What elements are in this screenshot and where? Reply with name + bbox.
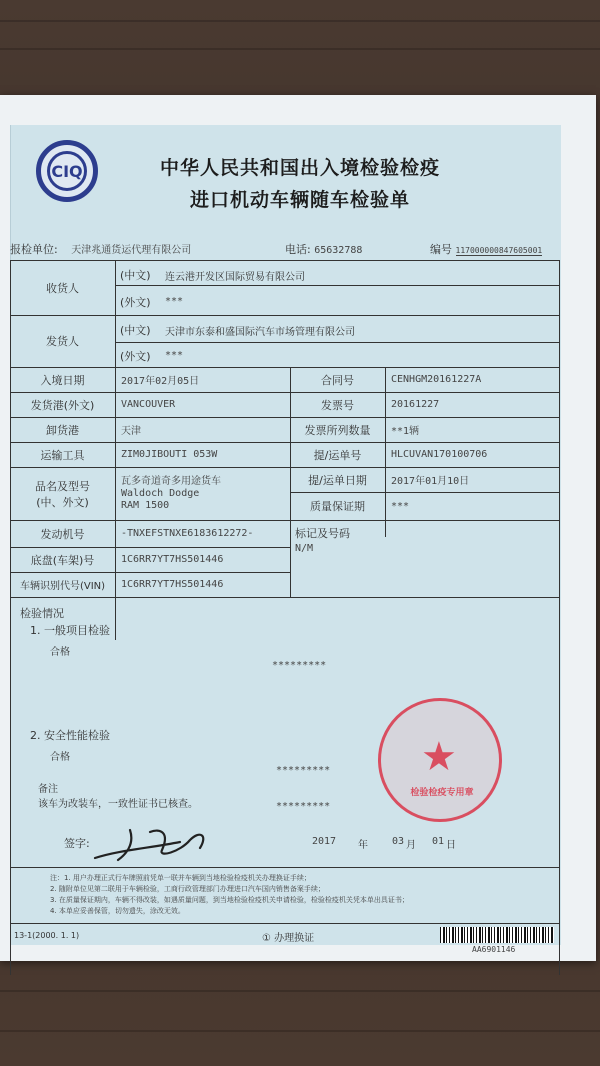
footer-notes (50, 873, 530, 917)
transport-label: 运输工具 (40, 448, 85, 462)
product-name-value: 瓦多奇道奇多用途货车 Waldoch Dodge RAM 1500 (121, 475, 221, 511)
port-label: 发货港(外文) (30, 398, 95, 412)
note-line: 3. 在质量保证期内，车辆不得改装，如遇质量问题，到当地检验检疫机关申请检验，检验检疫机关凭本单出具证书； (50, 896, 409, 904)
number-label: 编号 (430, 243, 452, 256)
seal-text: 检验检疫专用章 (410, 788, 474, 798)
applicant-value: 天津兆通货运代理有限公司 (71, 245, 192, 256)
bl-date-value: 2017年01月10日 (391, 476, 470, 487)
engine-value: -TNXEFSTNXE6183612272- (121, 528, 254, 539)
entry-date-value: 2017年02月05日 (121, 376, 200, 387)
consignor-label: 发货人 (46, 335, 79, 348)
consignor-en-tag: (外文) (120, 350, 151, 363)
chassis-value: 1C6RR7YT7HS501446 (121, 554, 224, 565)
consignee-label: 收货人 (46, 281, 79, 295)
remarks-label: 备注 (38, 784, 58, 795)
entry-date-label: 入境日期 (40, 373, 85, 387)
invoice-value: 20161227 (391, 399, 440, 410)
date-month-unit: 月 (406, 840, 416, 851)
unload-port-value: 天津 (121, 426, 141, 437)
document-paper (0, 95, 596, 961)
official-seal (378, 698, 502, 822)
ciq-logo-icon: CIQ (47, 151, 87, 191)
phone-field (285, 241, 362, 257)
barcode (440, 927, 554, 943)
chassis-label: 底盘(车架)号 (30, 553, 95, 567)
form-title-line2: 进口机动车辆随车检验单 (189, 189, 410, 211)
product-name-label: 品名及型号 (中、外文) (35, 479, 90, 509)
contract-value: CENHGM20161227A (391, 374, 482, 385)
warranty-label: 质量保证期 (310, 500, 365, 513)
inspection-item1: 1. 一般项目检验 (30, 624, 110, 637)
date-day: 01 (432, 836, 445, 847)
phone-label: 电话: (285, 243, 311, 256)
engine-label: 发动机号 (40, 527, 85, 541)
warranty-value: *** (391, 500, 410, 512)
inspection-item2-result: 合格 (50, 752, 70, 763)
remarks-value: 该车为改装车，一致性证书已核查。 (38, 799, 198, 810)
quantity-label: 发票所列数量 (304, 423, 371, 437)
invoice-label: 发票号 (321, 398, 354, 412)
applicant-field (10, 241, 191, 257)
consignor-cn-value: 天津市东泰和盛国际汽车市场管理有限公司 (165, 327, 355, 338)
seal-star-icon: ★ (421, 734, 457, 780)
vin-value: 1C6RR7YT7HS501446 (121, 579, 224, 590)
consignor-cn-tag: (中文) (120, 324, 151, 337)
note-line: 注：1. 用户办理正式行车牌照前凭单一联并车辆到当地检验检疫机关办理换证手续； (50, 874, 311, 882)
inspection-heading: 检验情况 (20, 607, 64, 620)
contract-label: 合同号 (321, 373, 354, 387)
note-line: 2. 随附单位见第二联用于车辆检验，工商行政管理部门办理进口汽车国内销售备案手续； (50, 885, 325, 893)
marks-label: 标记及号码 (295, 527, 350, 540)
number-value: 117000000847605001 (455, 246, 543, 255)
phone-value: 65632788 (314, 245, 363, 256)
consignee-en-tag: (外文) (120, 296, 151, 309)
signature-label: 签字: (64, 837, 90, 850)
vin-label: 车辆识别代号(VIN) (19, 581, 106, 592)
consignor-en-value: *** (165, 350, 184, 361)
inspection-stars3: ********* (276, 801, 331, 812)
date-day-unit: 日 (446, 840, 456, 851)
ciq-logo (36, 140, 98, 202)
unload-port-label: 卸货港 (46, 423, 79, 437)
copy-label: ① 办理换证 (262, 933, 315, 944)
consignee-cn-tag: (中文) (120, 269, 151, 282)
consignee-cn-value: 连云港开发区国际贸易有限公司 (165, 272, 305, 283)
bl-date-label: 提/运单日期 (308, 473, 367, 487)
date-year: 2017 (312, 836, 337, 847)
inspection-item2: 2. 安全性能检验 (30, 729, 110, 742)
bl-label: 提/运单号 (313, 448, 362, 462)
form-title-line1: 中华人民共和国出入境检验检疫 (159, 157, 440, 179)
quantity-value: **1辆 (391, 426, 420, 437)
port-value: VANCOUVER (121, 399, 176, 410)
form-code: 13-1(2000. 1. 1) (14, 931, 80, 940)
date-year-unit: 年 (358, 840, 368, 851)
inspection-item1-result: 合格 (50, 647, 70, 658)
inspection-stars1: ********* (272, 660, 327, 671)
inspection-stars2: ********* (276, 765, 331, 776)
signature (90, 820, 220, 870)
note-line: 4. 本单应妥善保管，切勿遗失，涂改无效。 (50, 907, 185, 915)
bl-value: HLCUVAN170100706 (391, 449, 488, 460)
date-month: 03 (392, 836, 405, 847)
marks-value: N/M (295, 543, 314, 554)
applicant-label: 报检单位: (10, 243, 58, 256)
transport-value: ZIM0JIBOUTI 053W (121, 449, 218, 460)
consignee-en-value: *** (165, 296, 184, 307)
number-field (430, 241, 542, 257)
barcode-number: AA6901146 (472, 945, 516, 954)
